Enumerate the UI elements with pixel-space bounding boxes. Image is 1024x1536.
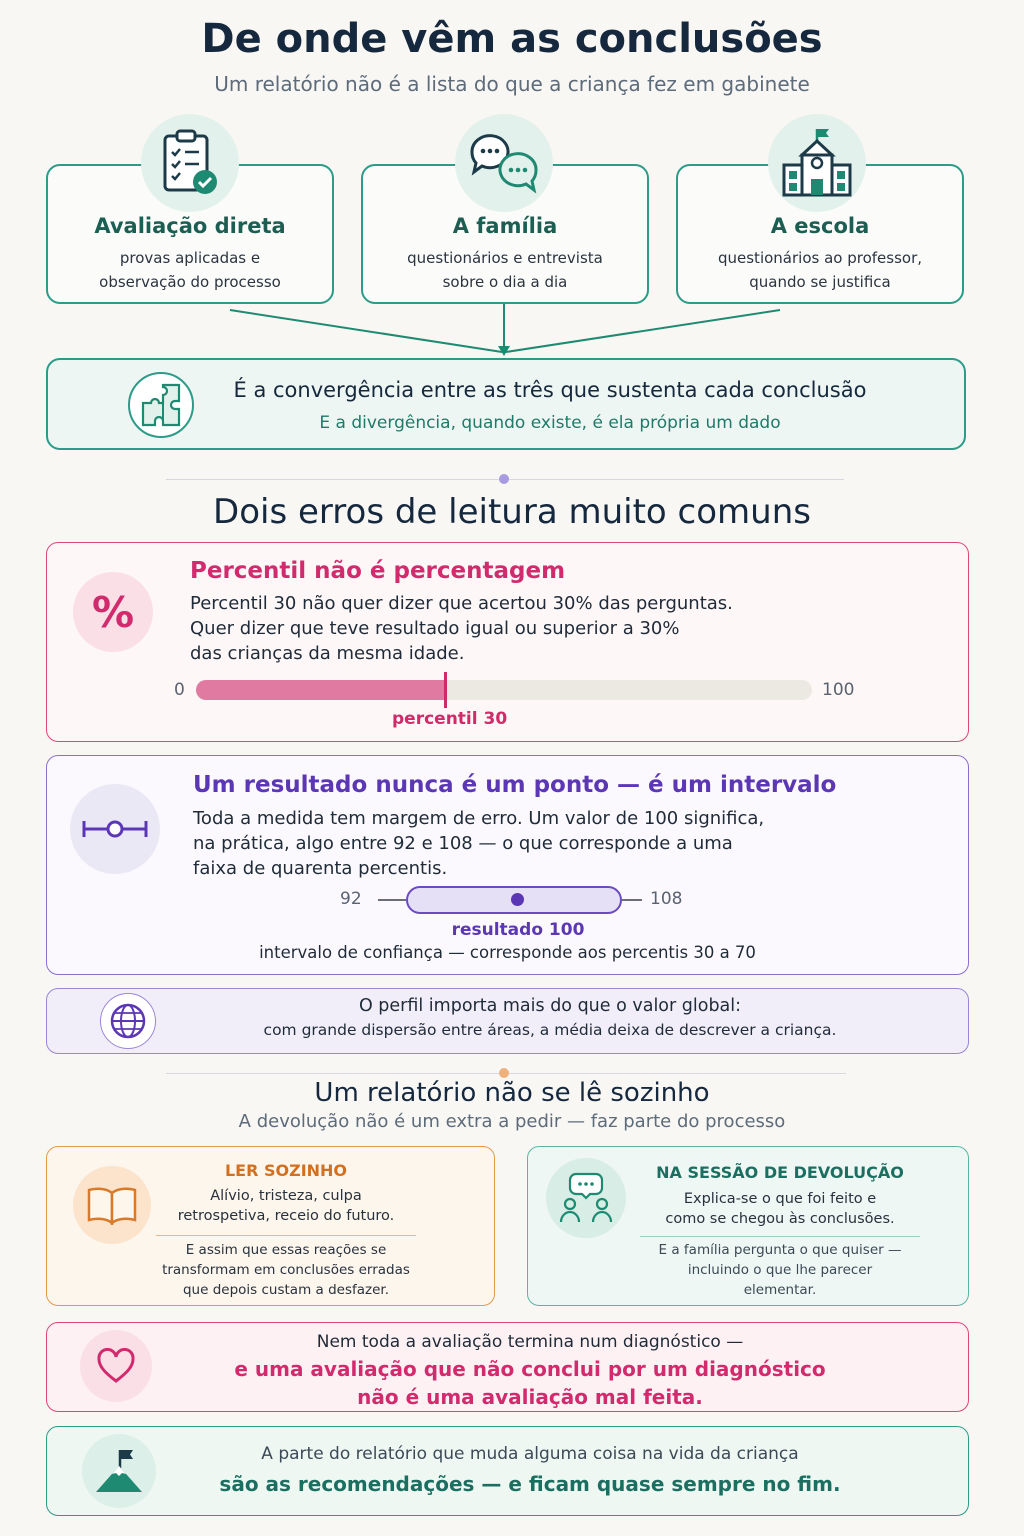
source-desc-line: questionários ao professor, — [717, 249, 923, 267]
source-title: A escola — [770, 214, 870, 238]
scale-min-label: 0 — [174, 680, 185, 700]
session-line: incluindo o que lhe parecer — [687, 1262, 873, 1278]
percentile-line: Quer dizer que teve resultado igual ou superior a 30% — [190, 618, 680, 639]
report-subheading: A devolução não é um extra a pedir — faz parte do processo — [238, 1111, 786, 1132]
source-desc-line: provas aplicadas e — [119, 249, 261, 267]
source-desc-line: sobre o dia a dia — [442, 273, 568, 291]
connector-arrows — [0, 300, 1024, 360]
profile-line-1: O perfil importa mais do que o valor global: — [358, 996, 742, 1016]
percentile-text — [190, 591, 890, 666]
errors-heading: Dois erros de leitura muito comuns — [213, 492, 811, 532]
profile-line-2: com grande dispersão entre áreas, a média deixa de descrever a criança. — [263, 1021, 837, 1039]
percent-icon: % — [73, 572, 153, 652]
diagnosis-line-3: não é uma avaliação mal feita. — [357, 1385, 703, 1409]
session-line: elementar. — [743, 1282, 817, 1298]
percentile-line: Percentil 30 não quer dizer que acertou 30% das perguntas. — [190, 593, 733, 614]
percentile-marker — [444, 672, 447, 708]
chat-bubbles-icon — [455, 114, 553, 212]
read-alone-line: que depois custam a desfazer. — [182, 1282, 389, 1298]
scale-max-label: 100 — [822, 680, 855, 700]
interval-caption: intervalo de confiança — corresponde aos percentis 30 a 70 — [259, 943, 756, 962]
convergence-sub-text: E a divergência, quando existe, é ela própria um dado — [319, 413, 781, 433]
interval-low-label: 92 — [340, 889, 362, 909]
read-alone-line: retrospetiva, receio do futuro. — [177, 1208, 395, 1224]
session-title: NA SESSÃO DE DEVOLUÇÃO — [656, 1163, 904, 1182]
read-alone-title: LER SOZINHO — [224, 1161, 348, 1180]
source-desc-line: observação do processo — [99, 273, 281, 291]
divider-dot — [499, 474, 509, 484]
session-divider — [640, 1236, 920, 1237]
interval-whisker-right — [622, 899, 642, 901]
mountain-flag-icon — [82, 1434, 156, 1508]
session-consequence — [640, 1240, 920, 1300]
percentile-marker-label: percentil 30 — [392, 709, 508, 729]
session-line: Explica-se o que foi feito e — [683, 1191, 877, 1207]
report-heading: Um relatório não se lê sozinho — [314, 1078, 710, 1108]
read-alone-divider — [156, 1235, 416, 1236]
read-alone-line: E assim que essas reações se — [185, 1242, 387, 1258]
session-line: E a família pergunta o que quiser — — [658, 1242, 902, 1258]
percentile-title: Percentil não é percentagem — [190, 558, 566, 584]
session-text — [640, 1189, 920, 1229]
people-talk-icon — [546, 1158, 626, 1238]
interval-whisker-left — [378, 899, 406, 901]
divider-dot — [499, 1068, 509, 1078]
diagnosis-line-1: Nem toda a avaliação termina num diagnóstico — — [316, 1332, 744, 1352]
recommendations-box — [46, 1426, 969, 1516]
interval-line: faixa de quarenta percentis. — [193, 858, 448, 879]
read-alone-line: Alívio, tristeza, culpa — [210, 1188, 362, 1204]
source-desc-line: questionários e entrevista — [407, 249, 603, 267]
percentile-line: das crianças da mesma idade. — [190, 643, 465, 664]
read-alone-consequence — [146, 1240, 426, 1300]
page-subtitle: Um relatório não é a lista do que a criança fez em gabinete — [214, 72, 810, 96]
read-alone-text — [156, 1186, 416, 1226]
interval-line: Toda a medida tem margem de erro. Um valor de 100 significa, — [193, 808, 765, 829]
percentile-bar-fill — [196, 680, 445, 700]
school-icon — [768, 114, 866, 212]
source-desc-line: quando se justifica — [749, 273, 891, 291]
interval-text — [193, 806, 893, 881]
page-title: De onde vêm as conclusões — [201, 16, 823, 62]
source-title: Avaliação direta — [94, 214, 286, 238]
recommendations-line-2: são as recomendações — e ficam quase sempre no fim. — [219, 1472, 841, 1496]
interval-title: Um resultado nunca é um ponto — é um intervalo — [193, 772, 837, 798]
interval-high-label: 108 — [650, 889, 683, 909]
read-alone-line: transformam em conclusões erradas — [162, 1262, 410, 1278]
source-title: A família — [452, 214, 558, 238]
clipboard-check-icon — [141, 114, 239, 212]
session-line: como se chegou às conclusões. — [665, 1211, 895, 1227]
convergence-main-text: É a convergência entre as três que sustenta cada conclusão — [233, 378, 867, 402]
globe-icon — [100, 993, 156, 1049]
diagnosis-line-2: e uma avaliação que não conclui por um diagnóstico — [234, 1357, 826, 1381]
interval-line: na prática, algo entre 92 e 108 — o que corresponde a uma — [193, 833, 733, 854]
interval-icon — [70, 784, 160, 874]
interval-result-label: resultado 100 — [451, 920, 585, 940]
puzzle-icon — [128, 372, 194, 438]
recommendations-line-1: A parte do relatório que muda alguma coisa na vida da criança — [261, 1444, 799, 1464]
interval-point — [511, 893, 524, 906]
heart-icon — [80, 1330, 152, 1402]
open-book-icon — [73, 1166, 151, 1244]
